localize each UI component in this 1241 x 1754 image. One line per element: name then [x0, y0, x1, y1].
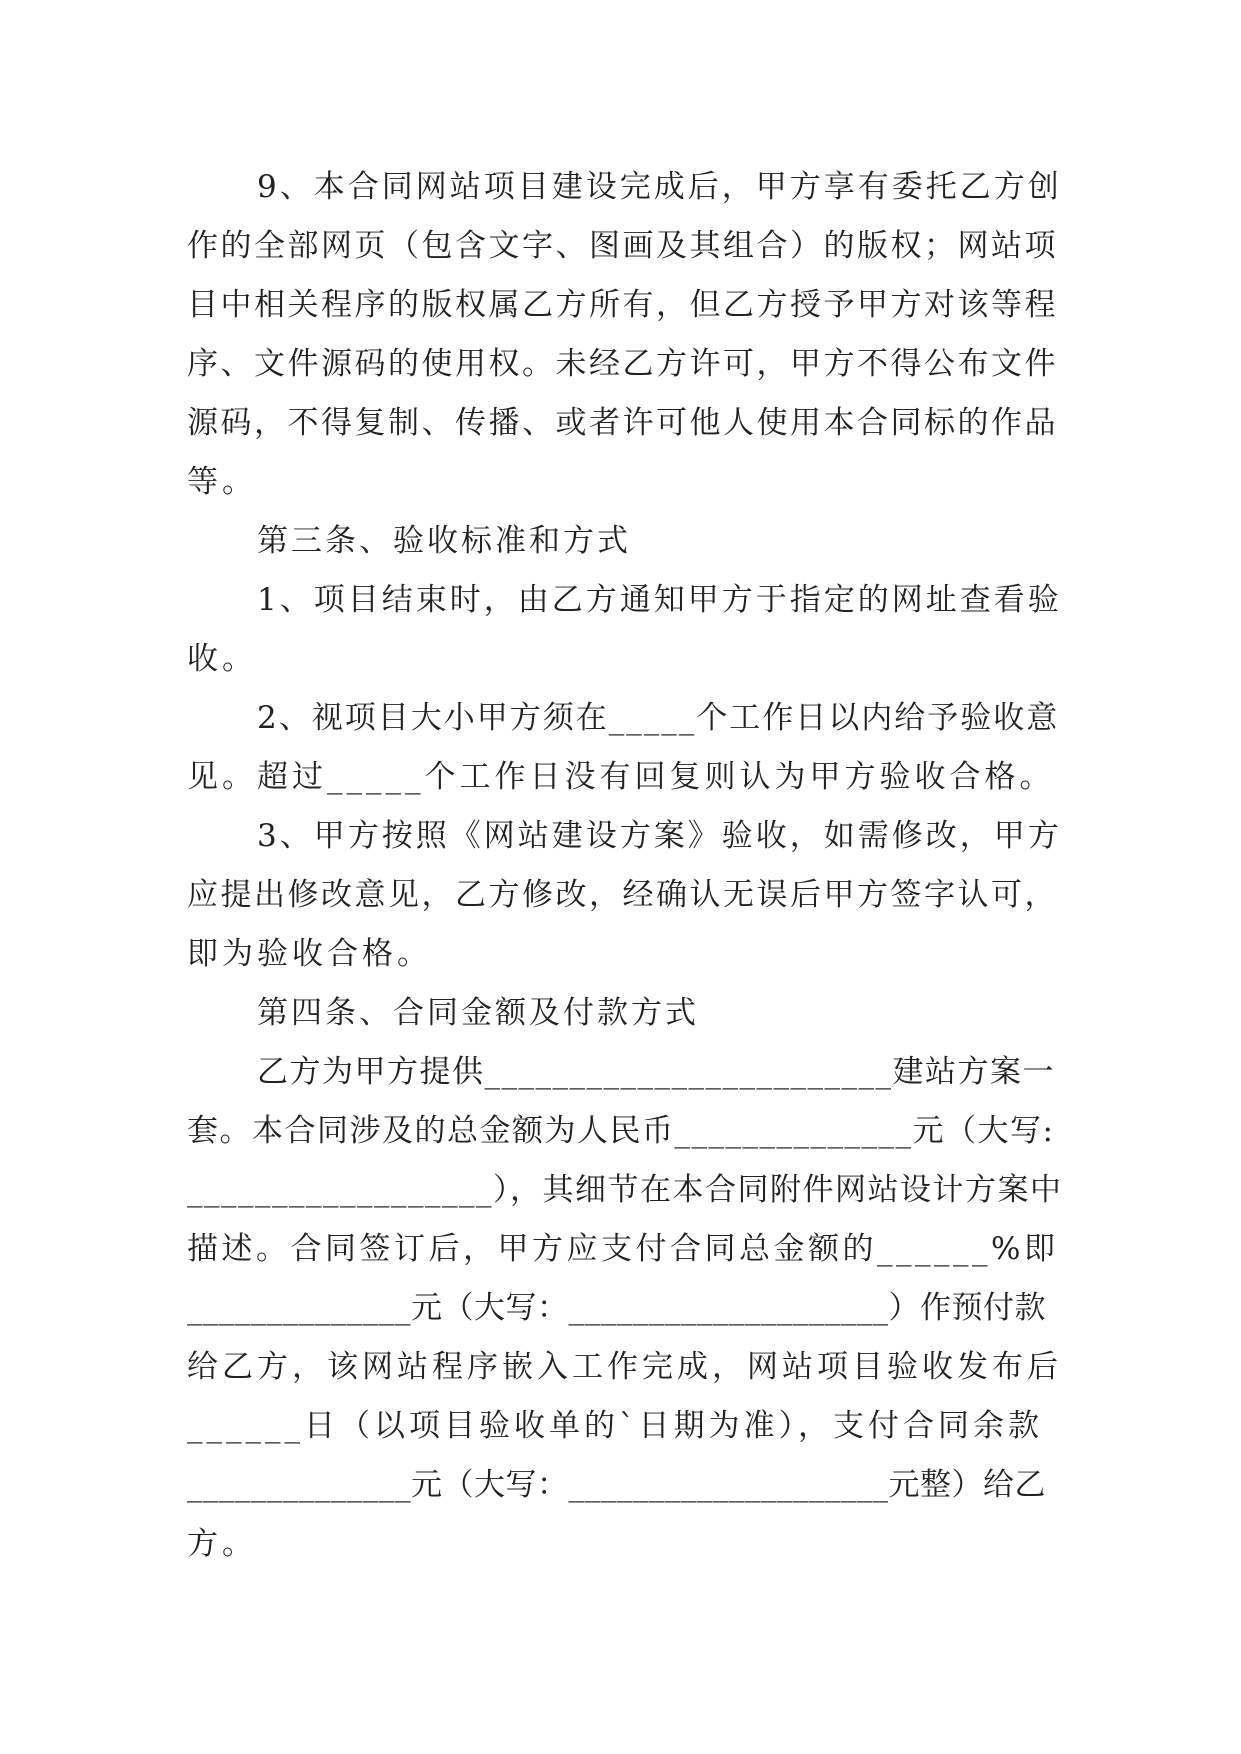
clause-9-line-6: 等。	[187, 464, 257, 500]
section-3-item-3-line-3: 即为验收合格。	[187, 936, 432, 972]
section-4-para-line-1: 乙方为甲方提供________________________建站方案一	[257, 1054, 1055, 1090]
section-4-heading: 第四条、合同金额及付款方式	[257, 995, 699, 1031]
section-3-item-1-line-1: 1、项目结束时，由乙方通知甲方于指定的网址查看验	[257, 582, 1062, 618]
section-4-para-line-5: ______________元（大写：____________________）作预付款	[187, 1290, 1046, 1326]
section-4-para-line-8: ______________元（大写：____________________元整）给乙	[187, 1467, 1046, 1503]
clause-9-line-3: 目中相关程序的版权属乙方所有，但乙方授予甲方对该等程	[187, 287, 1058, 323]
section-4-para-line-4: 描述。合同签订后，甲方应支付合同总金额的______%即	[187, 1231, 1059, 1267]
section-3-heading: 第三条、验收标准和方式	[257, 523, 631, 559]
section-3-item-3-line-2: 应提出修改意见，乙方修改，经确认无误后甲方签字认可，	[187, 877, 1058, 913]
document-page	[187, 158, 1063, 1574]
section-4-para-line-6: 给乙方，该网站程序嵌入工作完成，网站项目验收发布后	[187, 1349, 1062, 1385]
clause-9-line-4: 序、文件源码的使用权。未经乙方许可，甲方不得公布文件	[187, 346, 1058, 382]
section-3-item-1-line-2: 收。	[187, 641, 257, 677]
section-4-para-line-9: 方。	[187, 1526, 257, 1562]
section-4-para-line-3: __________________），其细节在本合同附件网站设计方案中	[187, 1172, 1063, 1208]
clause-9-line-5: 源码，不得复制、传播、或者许可他人使用本合同标的作品	[187, 405, 1058, 441]
clause-9-line-1: 9、本合同网站项目建设完成后，甲方享有委托乙方创	[257, 169, 1062, 205]
section-3-item-2-line-2: 见。超过_____个工作日没有回复则认为甲方验收合格。	[187, 759, 1055, 795]
section-3-item-3-line-1: 3、甲方按照《网站建设方案》验收，如需修改，甲方	[257, 818, 1062, 854]
clause-9-line-2: 作的全部网页（包含文字、图画及其组合）的版权；网站项	[187, 228, 1058, 264]
section-4-para-line-2: 套。本合同涉及的总金额为人民币______________元（大写:	[187, 1113, 1055, 1149]
section-3-item-2-line-1: 2、视项目大小甲方须在_____个工作日以内给予验收意	[257, 700, 1060, 736]
section-4-para-line-7: ______日（以项目验收单的`日期为准），支付合同余款	[187, 1408, 1043, 1444]
